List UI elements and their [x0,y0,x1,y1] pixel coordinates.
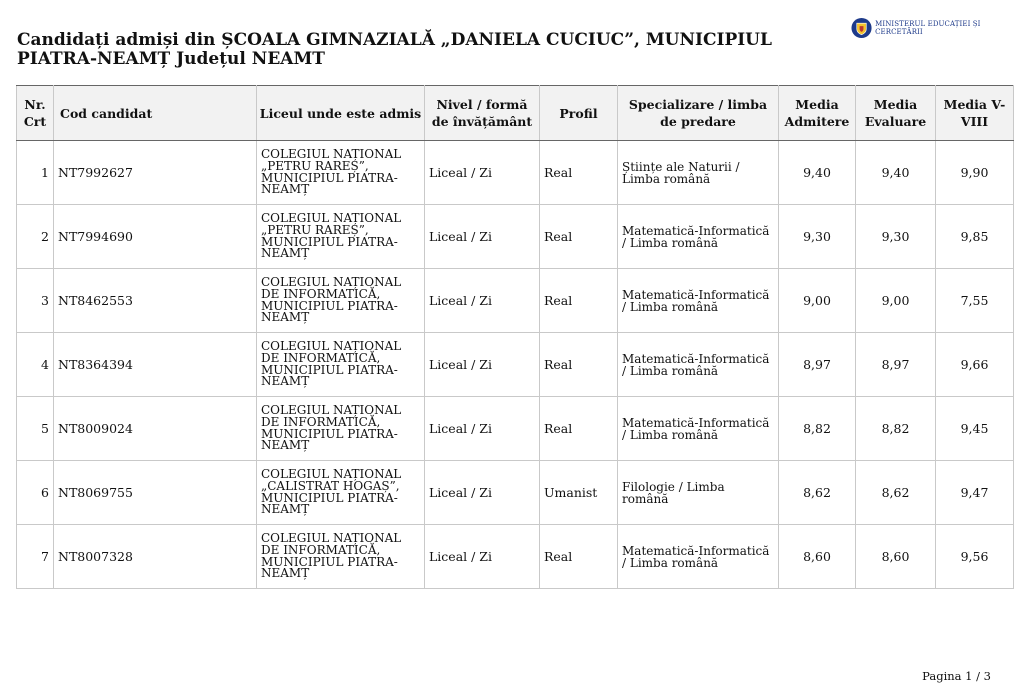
ministry-logo [851,17,1024,39]
cell-media-admitere: 9,00 [779,269,856,333]
cell-specializare: Matematică-Informatică / Limba română [618,269,779,333]
cell-nivel: Liceal / Zi [425,269,540,333]
header-media-evaluare: Media Evaluare [856,86,936,141]
cell-media-v-viii: 7,55 [936,269,1014,333]
cell-media-evaluare: 8,82 [856,397,936,461]
cell-liceu: COLEGIUL NAȚIONAL „PETRU RAREȘ”, MUNICIPIUL PIATRA-NEAMȚ [257,141,425,205]
cell-liceu: COLEGIUL NAȚIONAL DE INFORMATICĂ, MUNICIPIUL PIATRA-NEAMȚ [257,269,425,333]
cell-media-admitere: 9,40 [779,141,856,205]
cell-profil: Real [540,525,618,589]
cell-media-evaluare: 8,97 [856,333,936,397]
cell-media-v-viii: 9,66 [936,333,1014,397]
cell-liceu: COLEGIUL NAȚIONAL „PETRU RAREȘ”, MUNICIPIUL PIATRA-NEAMȚ [257,205,425,269]
header-nr-crt: Nr. Crt [17,86,54,141]
cell-liceu: COLEGIUL NAȚIONAL DE INFORMATICĂ, MUNICIPIUL PIATRA-NEAMȚ [257,525,425,589]
cell-media-evaluare: 8,60 [856,525,936,589]
cell-media-v-viii: 9,45 [936,397,1014,461]
cell-cod-candidat: NT8009024 [54,397,257,461]
cell-media-admitere: 9,30 [779,205,856,269]
cell-nr: 6 [17,461,54,525]
cell-liceu: COLEGIUL NAȚIONAL DE INFORMATICĂ, MUNICIPIUL PIATRA-NEAMȚ [257,333,425,397]
header-specializare: Specializare / limba de predare [618,86,779,141]
cell-media-v-viii: 9,56 [936,525,1014,589]
cell-specializare: Matematică-Informatică / Limba română [618,525,779,589]
cell-specializare: Matematică-Informatică / Limba română [618,205,779,269]
cell-cod-candidat: NT8364394 [54,333,257,397]
cell-liceu: COLEGIUL NAȚIONAL DE INFORMATICĂ, MUNICIPIUL PIATRA-NEAMȚ [257,397,425,461]
cell-media-v-viii: 9,47 [936,461,1014,525]
header-media-v-viii: Media V-VIII [936,86,1014,141]
table-row [17,141,1014,205]
cell-cod-candidat: NT8462553 [54,269,257,333]
table-row [17,397,1014,461]
header-liceu: Liceul unde este admis [257,86,425,141]
cell-cod-candidat: NT7994690 [54,205,257,269]
cell-cod-candidat: NT7992627 [54,141,257,205]
cell-nr: 1 [17,141,54,205]
ministry-logo-text: MINISTERUL EDUCAȚIEI ȘI CERCETĂRII [875,20,981,36]
coat-of-arms-icon [851,17,872,39]
cell-specializare: Filologie / Limba română [618,461,779,525]
cell-nivel: Liceal / Zi [425,525,540,589]
page-title: Candidați admiși din ȘCOALA GIMNAZIALĂ „DANIELA CUCIUC”, MUNICIPIUL PIATRA-NEAMȚ Județul NEAMT [17,30,772,69]
cell-profil: Umanist [540,461,618,525]
table-row [17,461,1014,525]
cell-media-evaluare: 9,30 [856,205,936,269]
header-profil: Profil [540,86,618,141]
cell-specializare: Matematică-Informatică / Limba română [618,333,779,397]
cell-nr: 3 [17,269,54,333]
cell-profil: Real [540,397,618,461]
cell-cod-candidat: NT8069755 [54,461,257,525]
cell-media-admitere: 8,97 [779,333,856,397]
cell-specializare: Științe ale Naturii / Limba română [618,141,779,205]
cell-cod-candidat: NT8007328 [54,525,257,589]
page-number: Pagina 1 / 3 [922,669,991,683]
header-nivel: Nivel / formă de învățământ [425,86,540,141]
cell-media-evaluare: 9,40 [856,141,936,205]
cell-media-admitere: 8,82 [779,397,856,461]
cell-profil: Real [540,269,618,333]
cell-nivel: Liceal / Zi [425,333,540,397]
candidates-table [16,85,1014,589]
cell-media-admitere: 8,62 [779,461,856,525]
table-row [17,269,1014,333]
cell-nivel: Liceal / Zi [425,397,540,461]
cell-nivel: Liceal / Zi [425,461,540,525]
cell-media-v-viii: 9,90 [936,141,1014,205]
table-header-row [17,86,1014,141]
cell-nr: 4 [17,333,54,397]
cell-media-admitere: 8,60 [779,525,856,589]
cell-profil: Real [540,333,618,397]
cell-nr: 2 [17,205,54,269]
cell-nr: 5 [17,397,54,461]
cell-profil: Real [540,141,618,205]
cell-liceu: COLEGIUL NAȚIONAL „CALISTRAT HOGAȘ”, MUNICIPIUL PIATRA-NEAMȚ [257,461,425,525]
table-row [17,525,1014,589]
cell-nivel: Liceal / Zi [425,205,540,269]
cell-media-evaluare: 9,00 [856,269,936,333]
cell-nivel: Liceal / Zi [425,141,540,205]
cell-specializare: Matematică-Informatică / Limba română [618,397,779,461]
table-row [17,205,1014,269]
header-media-admitere: Media Admitere [779,86,856,141]
table-row [17,333,1014,397]
cell-media-evaluare: 8,62 [856,461,936,525]
header-cod-candidat: Cod candidat [54,86,257,141]
cell-profil: Real [540,205,618,269]
cell-media-v-viii: 9,85 [936,205,1014,269]
cell-nr: 7 [17,525,54,589]
